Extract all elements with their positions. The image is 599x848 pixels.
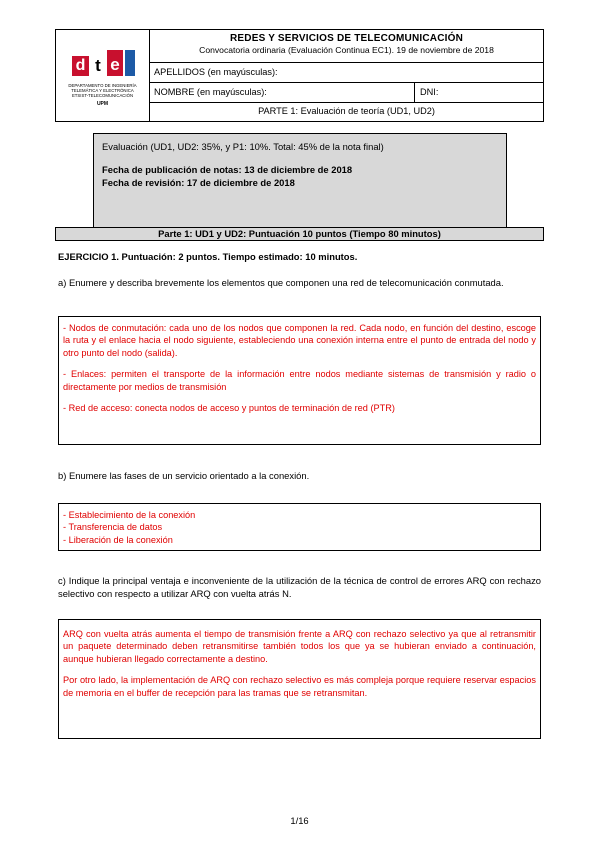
apellidos-row[interactable] bbox=[150, 63, 543, 83]
publication-date: Fecha de publicación de notas: 13 de diciembre de 2018 bbox=[102, 164, 353, 175]
upm-logo-icon bbox=[125, 50, 135, 76]
exercise-1-title: EJERCICIO 1. Puntuación: 2 puntos. Tiempo estimado: 10 minutos. bbox=[58, 251, 358, 262]
nombre-row[interactable] bbox=[150, 83, 543, 103]
logo-cell bbox=[56, 30, 150, 121]
dni-divider bbox=[414, 83, 415, 102]
section-title-bar: Parte 1: UD1 y UD2: Puntuación 10 puntos (Tiempo 80 minutos) bbox=[55, 227, 544, 241]
page-number: 1/16 bbox=[290, 815, 309, 826]
answer-b-box bbox=[58, 503, 541, 551]
evaluation-info-box bbox=[93, 133, 507, 231]
question-c: c) Indique la principal ventaja e inconveniente de la utilización de la técnica de control de errores ARQ con rechazo selectivo con respecto a utilizar ARQ con vuelta atrás N. bbox=[58, 575, 541, 599]
department-line: TELEMÁTICA Y ELECTRÓNICA bbox=[71, 88, 134, 93]
course-title: REDES Y SERVICIOS DE TELECOMUNICACIÓN bbox=[230, 33, 463, 44]
answer-c-paragraph: ARQ con vuelta atrás aumenta el tiempo de transmisión frente a ARQ con rechazo selectivo ya que al retransmitir un paquete determinado deben retransmitirse también todos los que ya se hubieran enviado a continuación, aunque hubieran llegado correctamente a destino. bbox=[63, 629, 536, 664]
answer-c-paragraph: Por otro lado, la implementación de ARQ con rechazo selectivo es más compleja porque requiere reservar espacios de memoria en el buffer de recepción para las tramas que se retransmitan. bbox=[63, 675, 536, 698]
answer-a-item: - Enlaces: permiten el transporte de la información entre nodos mediante sistemas de transmisión y radio o directamente por medios de transmisión bbox=[63, 369, 536, 392]
answer-b-item: - Transferencia de datos bbox=[63, 522, 163, 533]
answer-a-item: - Nodos de conmutación: cada uno de los nodos que componen la red. Cada nodo, en función del destino, escoge la ruta y el enlace hacia el nodo siguiente, estableciendo una conexión interna entre el punto de entrada del nodo y otro punto del nodo (salida). bbox=[63, 323, 536, 358]
answer-b-item: - Establecimiento de la conexión bbox=[63, 510, 196, 520]
answer-b-item: - Liberación de la conexión bbox=[63, 534, 173, 545]
logo-letter-d: d bbox=[72, 56, 89, 76]
dni-label: DNI: bbox=[420, 87, 439, 97]
logo-letter-t: t bbox=[91, 56, 105, 76]
logo-letter-e: e bbox=[107, 50, 123, 76]
department-name bbox=[58, 83, 147, 98]
parte-label: PARTE 1: Evaluación de teoría (UD1, UD2) bbox=[258, 106, 435, 116]
question-a: a) Enumere y describa brevemente los elementos que componen una red de telecomunicación conmutada. bbox=[58, 277, 504, 288]
answer-c-box bbox=[58, 619, 541, 739]
department-line: DEPARTAMENTO DE INGENIERÍA bbox=[68, 83, 137, 88]
question-b: b) Enumere las fases de un servicio orientado a la conexión. bbox=[58, 470, 310, 481]
exam-header-table bbox=[55, 29, 544, 122]
university-name: UPM bbox=[96, 101, 109, 107]
parte-row bbox=[150, 103, 543, 121]
answer-a-box bbox=[58, 316, 541, 445]
nombre-label: NOMBRE (en mayúsculas): bbox=[154, 87, 267, 97]
answer-a-item: - Red de acceso: conecta nodos de acceso y puntos de terminación de red (PTR) bbox=[63, 403, 395, 414]
apellidos-label: APELLIDOS (en mayúsculas): bbox=[154, 67, 278, 77]
revision-date: Fecha de revisión: 17 de diciembre de 2018 bbox=[102, 177, 295, 188]
title-row bbox=[150, 30, 543, 63]
exam-subtitle: Convocatoria ordinaria (Evaluación Continua EC1). 19 de noviembre de 2018 bbox=[199, 45, 494, 55]
evaluation-weights: Evaluación (UD1, UD2: 35%, y P1: 10%. Total: 45% de la nota final) bbox=[102, 141, 384, 152]
department-line: ETSIST-TELECOMUNICACIÓN bbox=[71, 93, 134, 98]
